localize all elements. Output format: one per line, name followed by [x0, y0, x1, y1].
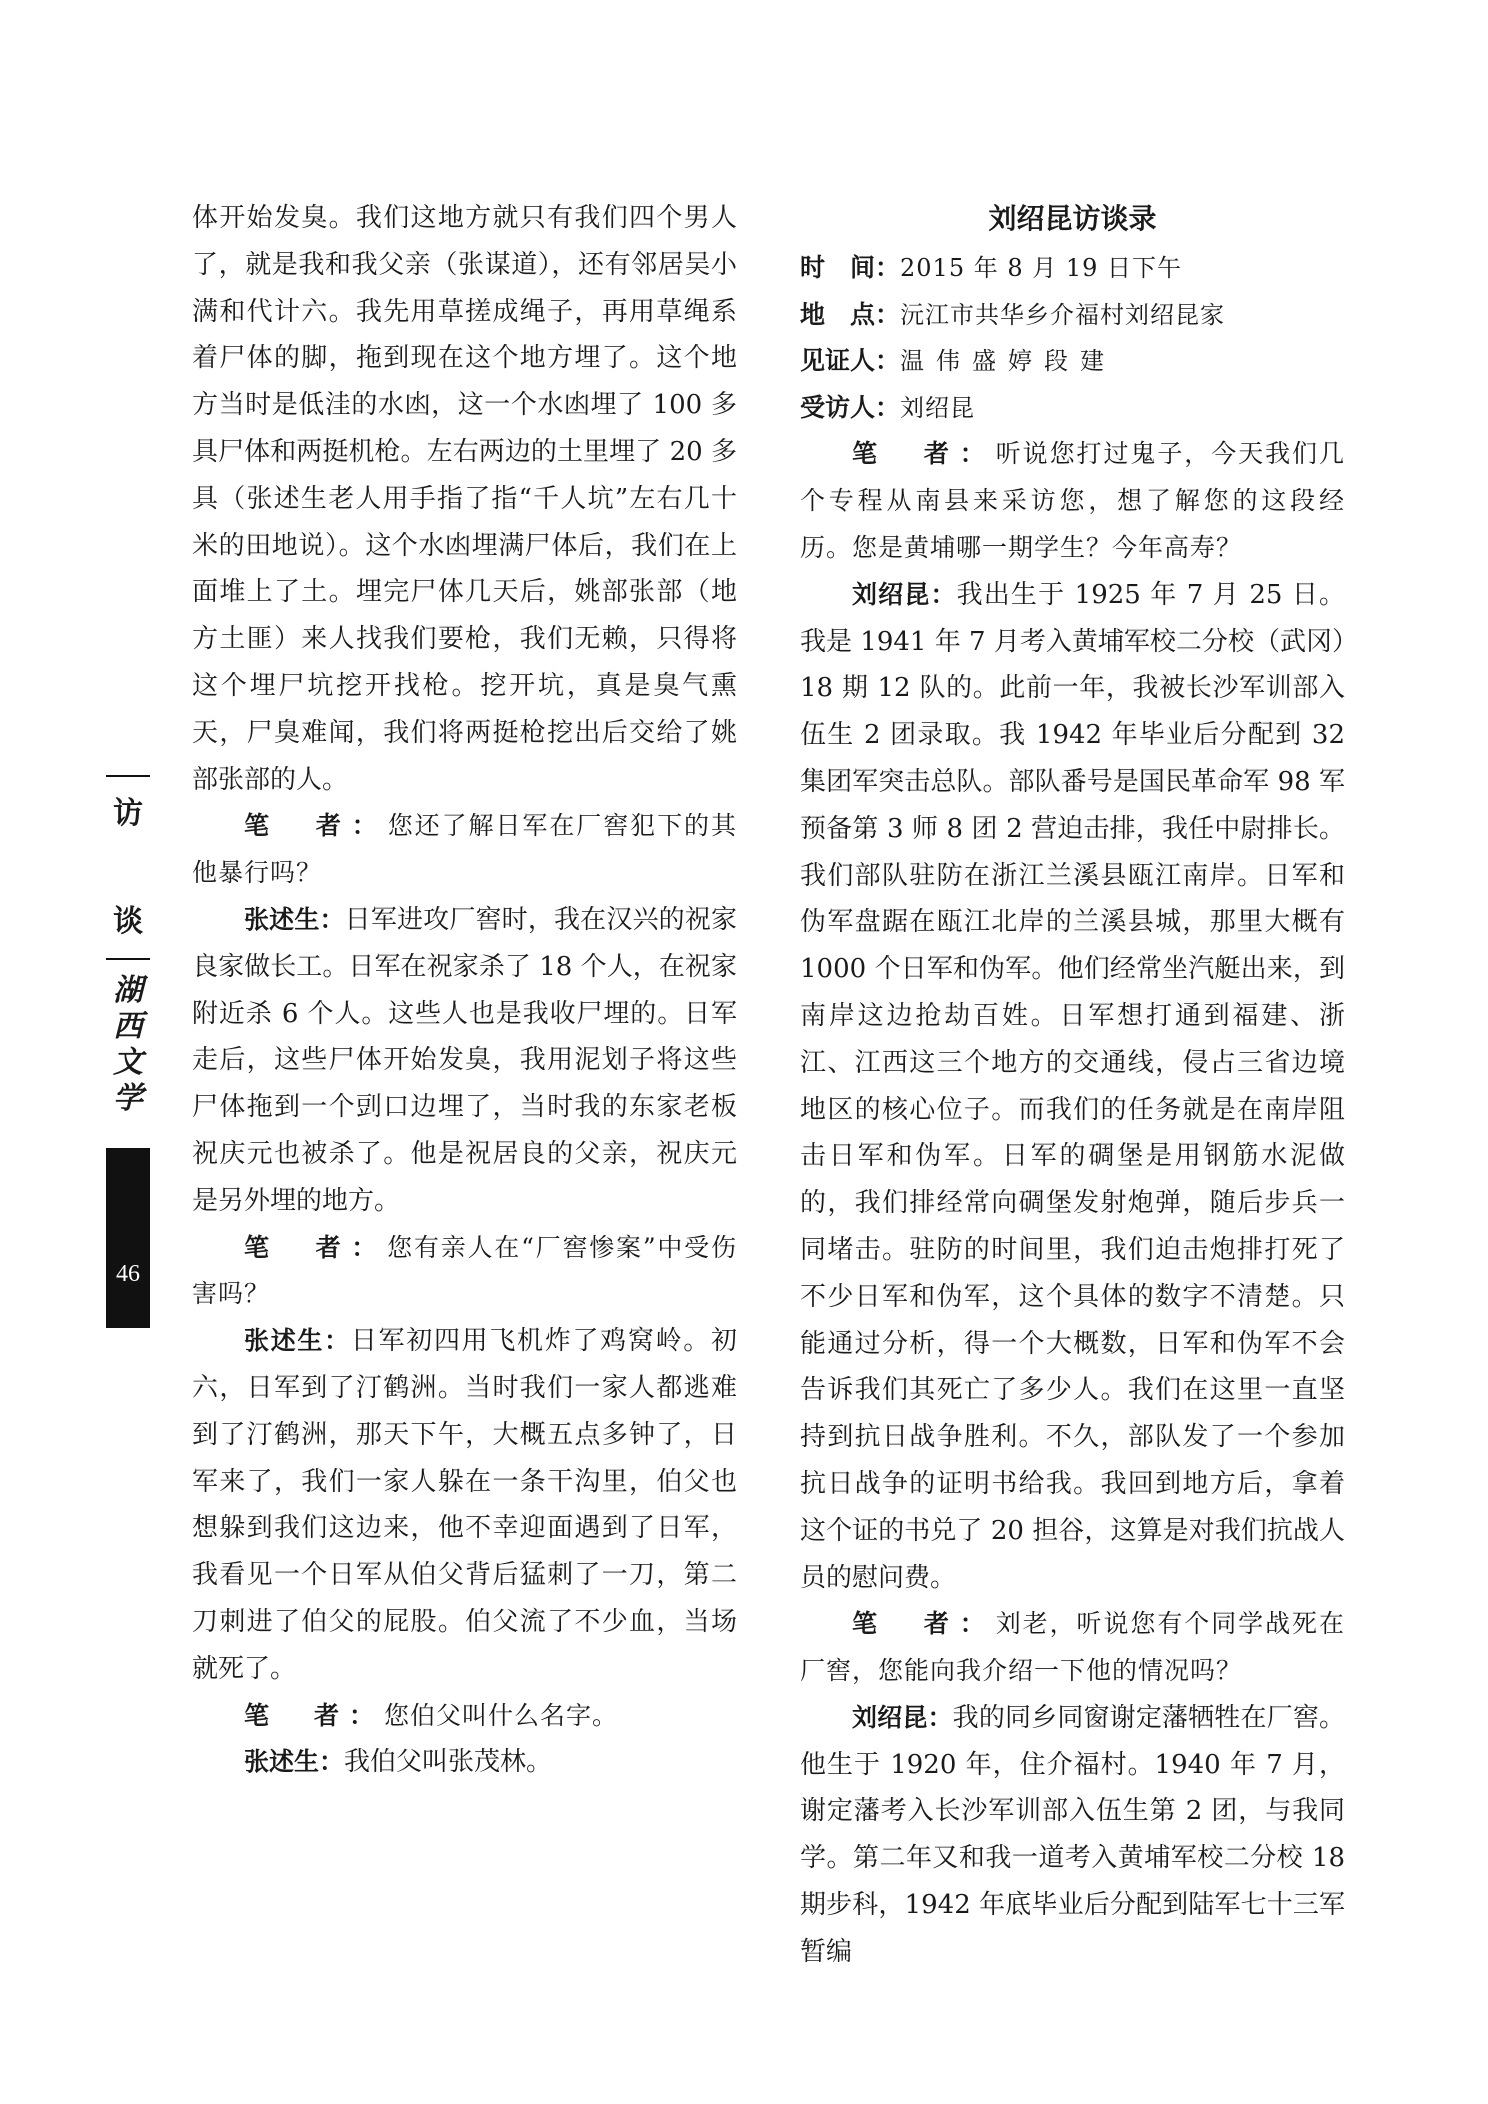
left-column — [192, 195, 737, 1786]
answer-text: 我的同乡同窗谢定藩牺牲在厂窖。他生于 1920 年，住介福村。1940 年 7 月，谢定藩考入长沙军训部入伍生第 2 团，与我同学。第二年又和我一道考入黄埔军校二分校 18 期步科，1942 年底毕业后分配到陆军七十三军暂编 — [800, 1702, 1345, 1967]
page-number-tab — [106, 1148, 150, 1328]
speaker-label: 刘绍昆： — [852, 1702, 953, 1732]
side-rule — [106, 958, 150, 960]
meta-interviewee — [800, 385, 1345, 432]
brand-char: 文 — [113, 1045, 143, 1080]
meta-value: 2015 年 8 月 19 日下午 — [900, 254, 1183, 282]
question-text: 刘老，听说您有个同学战死在厂窖，您能向我介绍一下他的情况吗？ — [800, 1609, 1345, 1686]
speaker-label: 刘绍昆： — [852, 579, 957, 609]
meta-value: 刘绍昆 — [900, 393, 976, 422]
speaker-label: 张述生： — [244, 1326, 351, 1356]
question — [192, 1225, 737, 1319]
question-text: 您有亲人在“厂窖惨案”中受伤害吗？ — [192, 1232, 737, 1309]
question-text: 听说您打过鬼子，今天我们几个专程从南县来采访您，想了解您的这段经历。您是黄埔哪一期学生？今年高寿？ — [800, 439, 1345, 562]
question-text: 您伯父叫什么名字。 — [384, 1700, 619, 1730]
meta-label: 见证人： — [800, 346, 901, 376]
section-char: 谈 — [113, 904, 143, 939]
question — [192, 803, 737, 897]
speaker-label: 张述生： — [244, 1747, 345, 1777]
question — [800, 1601, 1345, 1695]
right-column — [800, 195, 1345, 1976]
answer-text: 我出生于 1925 年 7 月 25 日。我是 1941 年 7 月考入黄埔军校二分校（武冈）18 期 12 队的。此前一年，我被长沙军训部入伍生 2 团录取。我 1942 年毕业后分配到 32 集团军突击总队。部队番号是国民革命军 98 军预备第 3 师 8 团 2 营迫击排，我任中尉排长。我们部队驻防在浙江兰溪县瓯江南岸。日军和伪军盘踞在瓯江北岸的兰溪县城，那里大概有 1000 个日军和伪军。他们经常坐汽艇出来，到南岸这边抢劫百姓。日军想打通到福建、浙江、江西这三个地方的交通线，侵占三省边境地区的核心位子。而我们的任务就是在南岸阻击日军和伪军。日军的碉堡是用钢筋水泥做的，我们排经常向碉堡发射炮弹，随后步兵一同堵击。驻防的时间里，我们迫击炮排打死了不少日军和伪军，这个具体的数字不清楚。只能通过分析，得一个大概数，日军和伪军不会告诉我们其死亡了多少人。我们在这里一直坚持到抗日战争胜利。不久，部队发了一个参加抗日战争的证明书给我。我回到地方后，拿着这个证的书兑了 20 担谷，这算是对我们抗战人员的慰问费。 — [800, 579, 1345, 1593]
answer — [192, 897, 737, 1225]
article-title: 刘绍昆访谈录 — [988, 202, 1157, 235]
answer — [192, 1318, 737, 1692]
paragraph: 体开始发臭。我们这地方就只有我们四个男人了，就是我和我父亲（张谋道），还有邻居吴小满和代计六。我先用草搓成绳子，再用草绳系着尸体的脚，拖到现在这个地方埋了。这个地方当时是低洼的水凼，这一个水凼埋了 100 多具尸体和两挺机枪。左右两边的土里埋了 20 多具（张述生老人用手指了指“千人坑”左右几十米的田地说）。这个水凼埋满尸体后，我们在上面堆上了土。埋完尸体几天后，姚部张部（地方土匪）来人找我们要枪，我们无赖，只得将这个埋尸坑挖开找枪。挖开坑，真是臭气熏天，尸臭难闻，我们将两挺枪挖出后交给了姚部张部的人。 — [192, 203, 737, 795]
meta-value: 温伟盛婷段建 — [900, 347, 1117, 376]
meta-time — [800, 245, 1345, 292]
answer-text: 日军初四用飞机炸了鸡窝岭。初六，日军到了汀鹤洲。当时我们一家人都逃难到了汀鹤洲，那天下午，大概五点多钟了，日军来了，我们一家人躲在一条干沟里，伯父也想躲到我们这边来，他不幸迎面遇到了日军，我看见一个日军从伯父背后猛刺了一刀，第二刀刺进了伯父的屁股。伯父流了不少血，当场就死了。 — [192, 1326, 737, 1684]
meta-label: 地 点： — [800, 299, 901, 329]
answer — [800, 1695, 1345, 1976]
answer-text: 我伯父叫张茂林。 — [344, 1747, 553, 1778]
speaker-label: 笔 者： — [244, 1232, 388, 1262]
question-text: 您还了解日军在厂窖犯下的其他暴行吗？ — [192, 811, 737, 888]
brand-char: 湖 — [113, 973, 143, 1008]
side-rule — [106, 775, 150, 777]
page-number: 46 — [116, 1261, 140, 1287]
answer — [800, 572, 1345, 1602]
meta-value: 沅江市共华乡介福村刘绍昆家 — [900, 300, 1226, 329]
meta-label: 受访人： — [800, 392, 901, 422]
answer — [192, 1739, 737, 1786]
brand-char: 学 — [113, 1081, 143, 1116]
speaker-label: 笔 者： — [852, 439, 996, 469]
speaker-label: 笔 者： — [244, 811, 388, 841]
section-char: 访 — [113, 796, 143, 831]
meta-place — [800, 292, 1345, 339]
answer-text: 日军进攻厂窖时，我在汉兴的祝家良家做长工。日军在祝家杀了 18 个人，在祝家附近杀 6 个人。这些人也是我收尸埋的。日军走后，这些尸体开始发臭，我用泥划子将这些尸体拖到一个剅口边埋了，当时我的东家老板祝庆元也被杀了。他是祝居良的父亲，祝庆元是另外埋的地方。 — [192, 904, 737, 1216]
speaker-label: 笔 者： — [852, 1609, 996, 1639]
meta-witness — [800, 338, 1345, 385]
question — [192, 1693, 737, 1740]
speaker-label: 笔 者： — [244, 1700, 385, 1730]
meta-label: 时 间： — [800, 253, 901, 282]
brand-char: 西 — [113, 1009, 143, 1044]
speaker-label: 张述生： — [244, 904, 345, 934]
question — [800, 431, 1345, 571]
